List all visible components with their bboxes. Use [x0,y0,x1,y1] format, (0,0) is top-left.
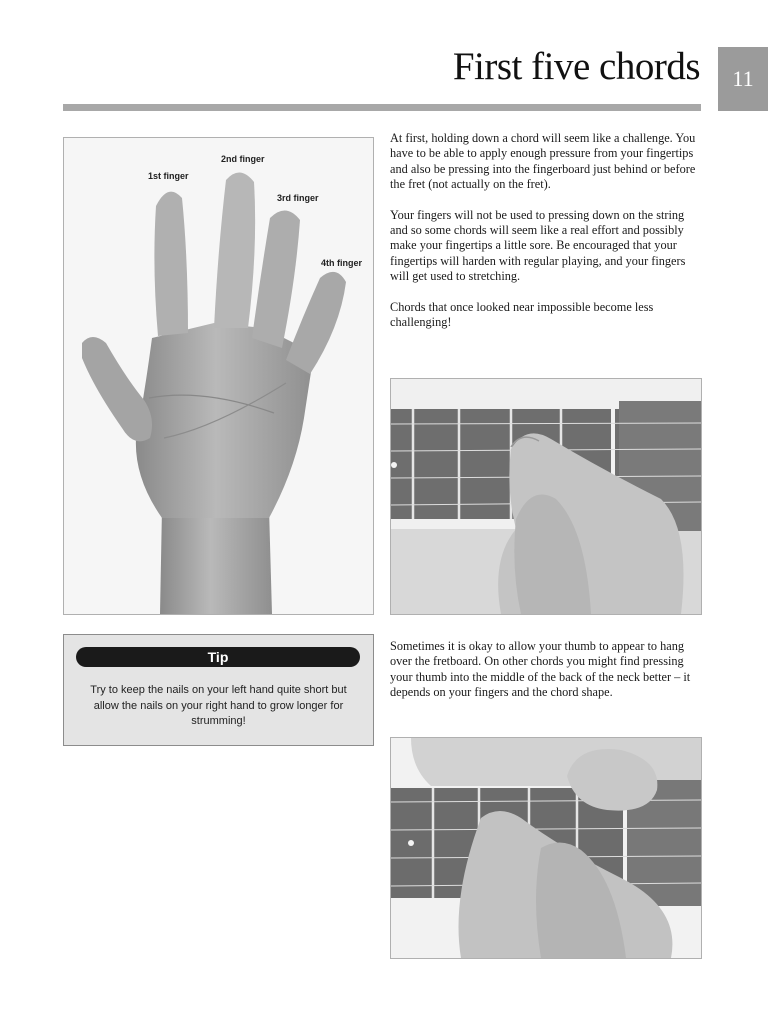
fretboard-illustration [391,379,701,614]
tip-title: Tip [76,647,360,667]
intro-paragraph: At first, holding down a chord will seem like a challenge. You have to be able to apply enough pressure from your fingertips and also be pressing into the fingerboard just behind or before the fret (not actually on the fret). [390,131,696,192]
tip-box [63,634,374,746]
fretboard-photo-thumb [390,737,702,959]
hand-figure [63,137,374,615]
intro-paragraph: Your fingers will not be used to pressing down on the string and so some chords will seem like a real effort and possibly make your fingertips a little sore. Be encouraged that your fingertips will harden with regular playing, and your fingers will get used to stretching. [390,207,686,284]
page-title: First five chords [452,45,700,88]
intro-text [390,131,702,345]
fretboard-photo-fingers [390,378,702,615]
label-3rd-finger: 3rd finger [277,193,319,203]
label-4th-finger: 4th finger [321,258,363,268]
tip-text: Try to keep the nails on your left hand quite short but allow the nails on your right hand to grow longer for strumming! [90,684,347,727]
label-2nd-finger: 2nd finger [221,154,265,164]
title-rule [63,104,701,111]
hand-illustration [64,138,373,614]
label-1st-finger: 1st finger [148,171,189,181]
thumb-text [390,639,702,701]
page-number-tab: 11 [718,47,768,111]
thumb-paragraph: Sometimes it is okay to allow your thumb to appear to hang over the fretboard. On other chords you might find pressing your thumb into the middle of the back of the neck better – it depends on your fingers and the chord shape. [390,639,691,700]
fretboard-thumb-illustration [391,738,701,958]
intro-paragraph: Chords that once looked near impossible become less challenging! [390,299,654,330]
